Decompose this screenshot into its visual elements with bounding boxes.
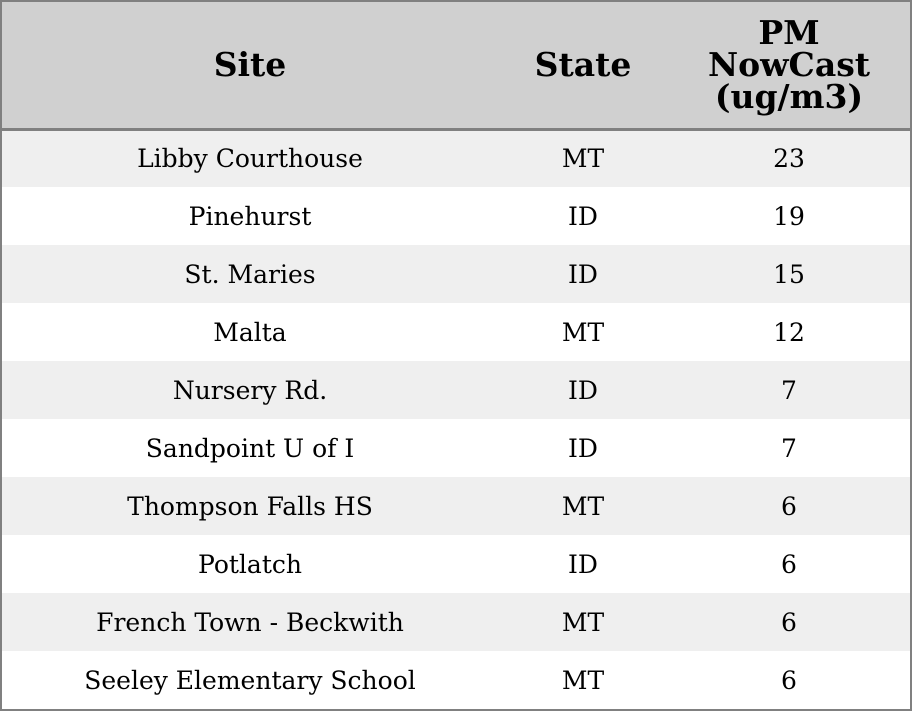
- table-header: [2, 2, 910, 129]
- pm-nowcast-table: [2, 2, 910, 709]
- table-row: [2, 303, 910, 361]
- cell-state: ID: [568, 375, 598, 405]
- cell-state: ID: [568, 433, 598, 463]
- cell-site: Malta: [213, 317, 287, 347]
- cell-state: ID: [568, 201, 598, 231]
- cell-site: Potlatch: [198, 549, 302, 579]
- column-header-site: Site: [2, 2, 498, 129]
- column-header-pm-line-3: (ug/m3): [714, 76, 864, 116]
- cell-pm-value: 23: [773, 144, 805, 174]
- cell-state: MT: [561, 665, 605, 695]
- cell-state: MT: [561, 491, 605, 521]
- cell-site: Nursery Rd.: [172, 375, 328, 405]
- header-row: [2, 2, 910, 129]
- cell-pm-value: 6: [781, 607, 797, 637]
- table-row: [2, 535, 910, 593]
- table-row: [2, 129, 910, 187]
- cell-pm-value: 7: [781, 375, 797, 405]
- table-row: [2, 477, 910, 535]
- cell-site: Seeley Elementary School: [84, 665, 416, 695]
- cell-pm-value: 19: [773, 201, 805, 231]
- table-row: [2, 361, 910, 419]
- table-row: [2, 419, 910, 477]
- cell-site: Pinehurst: [188, 201, 312, 231]
- column-header-pm-nowcast: [668, 2, 910, 129]
- table-row: [2, 593, 910, 651]
- cell-site: Thompson Falls HS: [127, 491, 373, 521]
- cell-pm-value: 15: [773, 259, 805, 289]
- cell-site: Sandpoint U of I: [145, 433, 355, 463]
- cell-pm-value: 6: [781, 665, 797, 695]
- table-row: [2, 651, 910, 709]
- table-row: [2, 187, 910, 245]
- cell-pm-value: 7: [781, 433, 797, 463]
- cell-pm-value: 6: [781, 491, 797, 521]
- cell-pm-value: 6: [781, 549, 797, 579]
- cell-state: MT: [561, 144, 605, 174]
- cell-state: MT: [561, 317, 605, 347]
- cell-state: MT: [561, 607, 605, 637]
- table-body: [2, 129, 910, 709]
- cell-site: Libby Courthouse: [137, 144, 363, 174]
- cell-state: ID: [568, 549, 598, 579]
- column-header-pm-line-1: PM: [758, 12, 820, 52]
- column-header-pm-line-2: NowCast: [707, 44, 871, 84]
- cell-site: St. Maries: [184, 259, 316, 289]
- cell-site: French Town - Beckwith: [96, 607, 404, 637]
- column-header-state: State: [498, 2, 668, 129]
- table-row: [2, 245, 910, 303]
- cell-state: ID: [568, 259, 598, 289]
- cell-pm-value: 12: [773, 317, 805, 347]
